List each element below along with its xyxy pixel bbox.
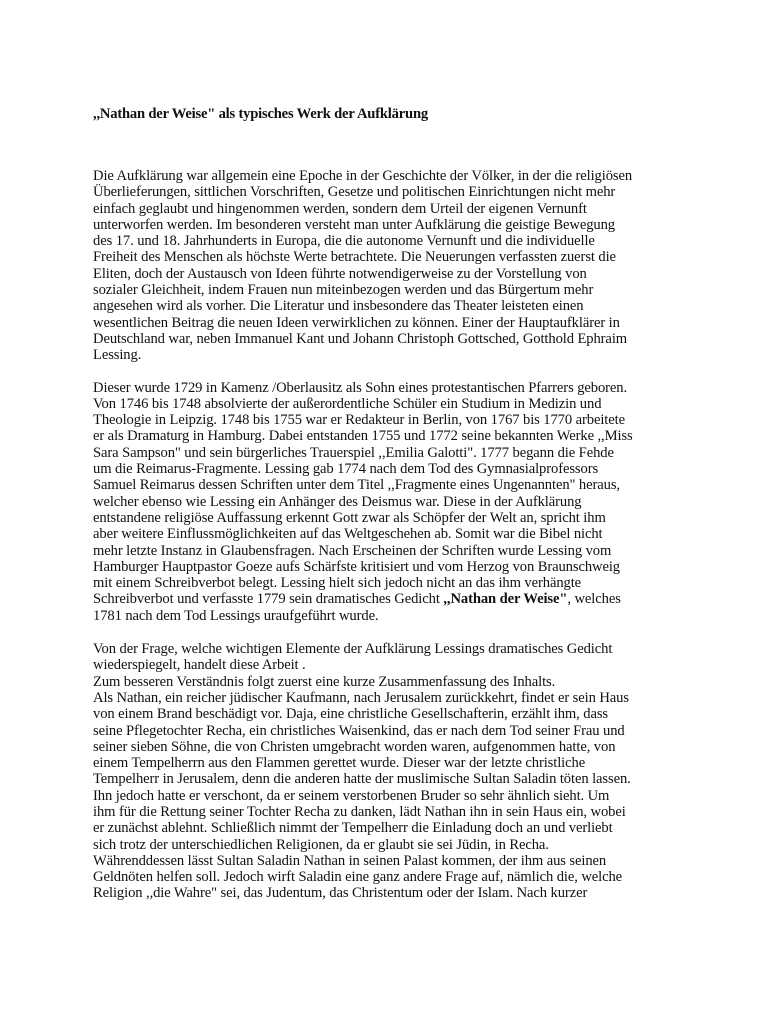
text-line: seiner sieben Söhne, die von Christen umgebracht worden waren, aufgenommen hatte, von <box>93 738 616 755</box>
text-line: unterworfen werden. Im besonderen versteht man unter Aufklärung die geistige Bewegung <box>93 216 615 233</box>
text-line: sozialer Gleichheit, indem Frauen nun miteinbezogen werden und das Bürgertum mehr <box>93 282 594 299</box>
text-line: 1781 nach dem Tod Lessings uraufgeführt wurde. <box>93 607 379 624</box>
text-line: er zunächst ablehnt. Schließlich nimmt der Tempelherr die Einladung doch an und verliebt <box>93 820 613 837</box>
text-line: wiederspiegelt, handelt diese Arbeit . <box>93 657 306 674</box>
text-line: welcher ebenso wie Lessing ein Anhänger des Deismus war. Diese in der Aufklärung <box>93 493 582 510</box>
text-line: ihm für die Rettung seiner Tochter Recha zu danken, lädt Nathan ihn in sein Haus ein, wobei <box>93 803 626 820</box>
text-line: Währenddessen lässt Sultan Saladin Nathan in seinen Palast kommen, der ihm aus seinen <box>93 852 607 869</box>
text-line: Als Nathan, ein reicher jüdischer Kaufmann, nach Jerusalem zurückkehrt, findet er sein Haus <box>93 689 629 706</box>
text-line: Von der Frage, welche wichtigen Elemente der Aufklärung Lessings dramatisches Gedicht <box>93 641 613 658</box>
text-line: Sara Sampson" und sein bürgerliches Trauerspiel ,,Emilia Galotti". 1777 begann die Fehde <box>93 444 614 461</box>
text-line: aber weitere Einflussmöglichkeiten auf das Weltgeschehen ab. Somit war die Bibel nicht <box>93 526 603 543</box>
text-segment: , welches <box>567 591 621 608</box>
text-line: Lessing. <box>93 347 142 364</box>
text-line: entstandene religiöse Auffassung erkennt Gott zwar als Schöpfer der Welt an, spricht ihm <box>93 509 606 526</box>
text-line: Geldnöten helfen soll. Jedoch wirft Saladin eine ganz andere Frage auf, nämlich die, welche <box>93 869 623 886</box>
text-line: Freiheit des Menschen als höchste Werte betrachtete. Die Neuerungen verfassten zuerst die <box>93 249 616 266</box>
text-line: seine Pflegetochter Recha, ein christliches Waisenkind, das er nach dem Tod seiner Frau und <box>93 722 625 739</box>
paragraph-lessing-biography <box>93 380 713 624</box>
text-line: um die Reimarus-Fragmente. Lessing gab 1774 nach dem Tod des Gymnasialprofessors <box>93 461 599 478</box>
text-line: Religion ,,die Wahre" sei, das Judentum, das Christentum oder der Islam. Nach kurzer <box>93 885 588 902</box>
work-title-bold: ,,Nathan der Weise" <box>443 591 568 608</box>
document-title: ,,Nathan der Weise" als typisches Werk der Aufklärung <box>93 106 428 122</box>
text-line: Samuel Reimarus dessen Schriften unter dem Titel ,,Fragmente eines Ungenannten" heraus, <box>93 477 620 494</box>
text-line: Von 1746 bis 1748 absolvierte der außerordentliche Schüler ein Studium in Medizin und <box>93 395 602 412</box>
text-line: mehr letzte Instanz in Glaubensfragen. Nach Erscheinen der Schriften wurde Lessing vom <box>93 542 612 559</box>
text-line: wesentlichen Beitrag die neuen Ideen verwirklichen zu können. Einer der Hauptaufklärer in <box>93 314 620 331</box>
text-line: er als Dramaturg in Hamburg. Dabei entstanden 1755 und 1772 seine bekannten Werke ,,Miss <box>93 428 633 445</box>
text-line: Deutschland war, neben Immanuel Kant und Johann Christoph Gottsched, Gotthold Ephraim <box>93 330 628 347</box>
paragraph-summary <box>93 641 713 902</box>
text-line: einfach geglaubt und hingenommen werden, sondern dem Urteil der eigenen Vernunft <box>93 200 587 217</box>
document-page <box>93 104 713 902</box>
text-line: Theologie in Leipzig. 1748 bis 1755 war er Redakteur in Berlin, von 1767 bis 1770 arbeitete <box>93 412 625 429</box>
text-line: einem Tempelherrn aus den Flammen gerettet wurde. Dieser war der letzte christliche <box>93 755 586 772</box>
text-line: von einem Brand beschädigt vor. Daja, eine christliche Gesellschafterin, erzählt ihm, dass <box>93 706 608 723</box>
text-line: Eliten, doch der Austausch von Ideen führte notwendigerweise zu der Vorstellung von <box>93 265 587 282</box>
text-line: Die Aufklärung war allgemein eine Epoche in der Geschichte der Völker, in der die religiösen <box>93 168 633 184</box>
text-line: Zum besseren Verständnis folgt zuerst eine kurze Zusammenfassung des Inhalts. <box>93 673 556 690</box>
text-line: Tempelherr in Jerusalem, denn die anderen hatte der muslimische Sultan Saladin töten lassen. <box>93 771 631 788</box>
paragraph-enlightenment <box>93 168 713 364</box>
text-line: sich trotz der unterschiedlichen Religionen, da er glaubt sie sei Jüdin, in Recha. <box>93 836 549 853</box>
text-line: Hamburger Hauptpastor Goeze aufs Schärfste kritisiert und vom Herzog von Braunschweig <box>93 558 620 575</box>
text-line: angesehen wird als vorher. Die Literatur und insbesondere das Theater leisteten einen <box>93 298 584 315</box>
text-segment: Schreibverbot und verfasste 1779 sein dramatisches Gedicht <box>93 591 444 608</box>
text-line: Überlieferungen, sittlichen Vorschriften, Gesetze und politischen Einrichtungen nicht mehr <box>93 184 616 201</box>
text-line: des 17. und 18. Jahrhunderts in Europa, die die autonome Vernunft und die individuelle <box>93 233 595 250</box>
text-line <box>93 591 713 607</box>
text-line: mit einem Schreibverbot belegt. Lessing hielt sich jedoch nicht an das ihm verhängte <box>93 575 582 592</box>
text-line: Dieser wurde 1729 in Kamenz /Oberlausitz als Sohn eines protestantischen Pfarrers geboren. <box>93 379 628 396</box>
text-line: Ihn jedoch hatte er verschont, da er seinem verstorbenen Bruder so sehr ähnlich sieht. Um <box>93 787 610 804</box>
